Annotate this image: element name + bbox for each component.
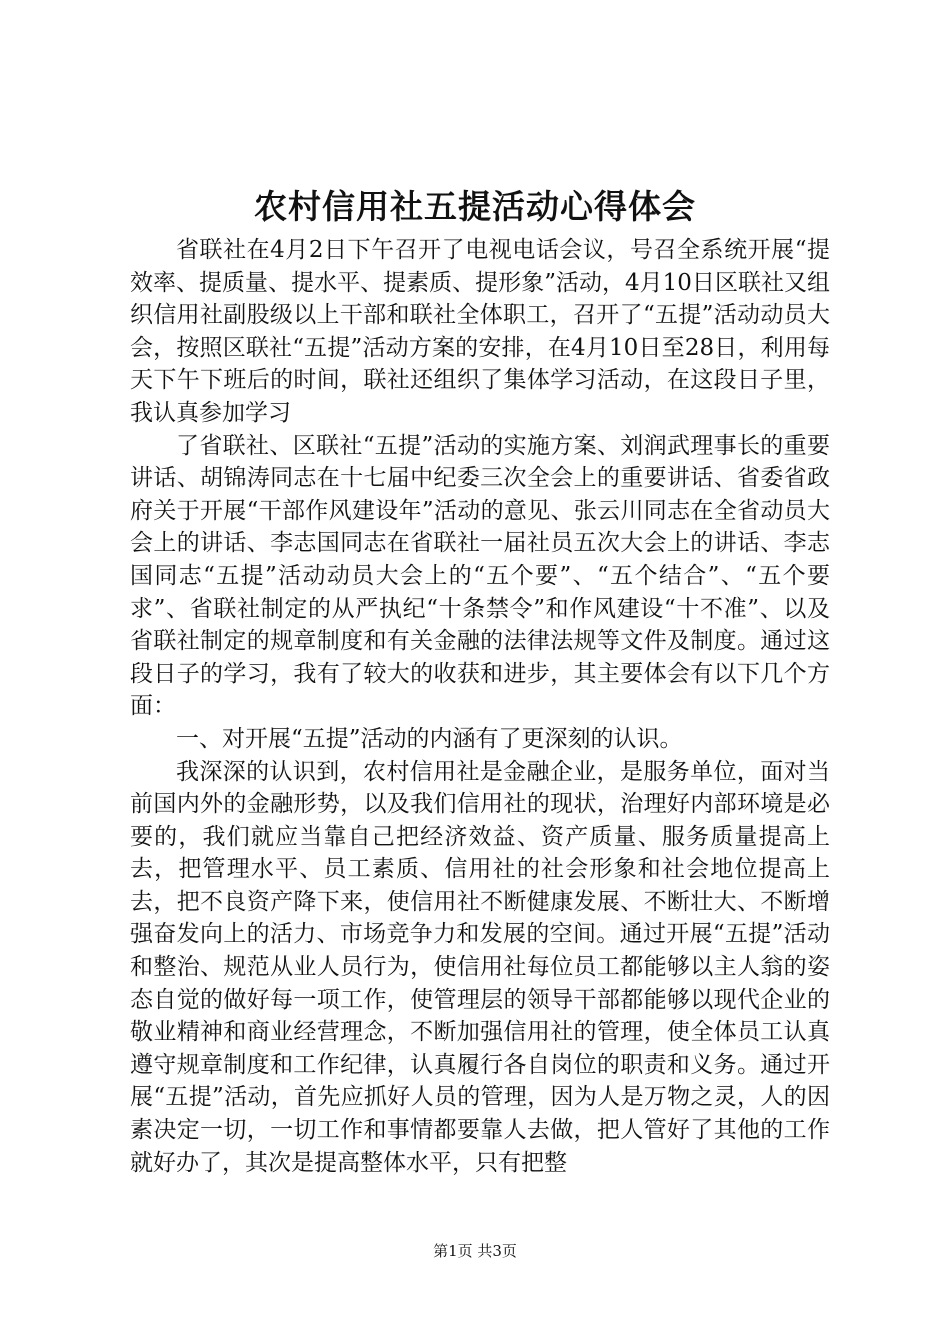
paragraph-4: 我深深的认识到，农村信用社是金融企业，是服务单位，面对当前国内外的金融形势，以及我们信用社的现状，治理好内部环境是必要的，我们就应当靠自己把经济效益、资产质量、服务质量提高上去，把管理水平、员工素质、信用社的社会形象和社会地位提高上去，把不良资产降下来，使信用社不断健康发展、不断壮大、不断增强奋发向上的活力、市场竞争力和发展的空间。通过开展“五提”活动和整治、规范从业人员行为，使信用社每位员工都能够以主人翁的姿态自觉的做好每一项工作，使管理层的领导干部都能够以现代企业的敬业精神和商业经营理念，不断加强信用社的管理，使全体员工认真遵守规章制度和工作纪律，认真履行各自岗位的职责和义务。通过开展“五提”活动，首先应抓好人员的管理，因为人是万物之灵，人的因素决定一切，一切工作和事情都要靠人去做，把人管好了其他的工作就好办了，其次是提高整体水平，只有把整 [130, 758, 830, 1176]
document-body [130, 234, 830, 1179]
paragraph-3-heading: 一、对开展“五提”活动的内涵有了更深刻的认识。 [176, 725, 683, 752]
document-title: 农村信用社五提活动心得体会 [254, 187, 696, 226]
paragraph-2: 了省联社、区联社“五提”活动的实施方案、刘润武理事长的重要讲话、胡锦涛同志在十七届中纪委三次全会上的重要讲话、省委省政府关于开展“干部作风建设年”活动的意见、张云川同志在全省动员大会上的讲话、李志国同志在省联社一届社员五次大会上的讲话、李志国同志“五提”活动动员大会上的“五个要”、“五个结合”、“五个要求”、省联社制定的从严执纪“十条禁令”和作风建设“十不准”、以及省联社制定的规章制度和有关金融的法律法规等文件及制度。通过这段日子的学习，我有了较大的收获和进步，其主要体会有以下几个方面： [130, 432, 830, 720]
paragraph-1: 省联社在4月2日下午召开了电视电话会议，号召全系统开展“提效率、提质量、提水平、提素质、提形象”活动，4月10日区联社又组织信用社副股级以上干部和联社全体职工，召开了“五提”活动动员大会，按照区联社“五提”活动方案的安排，在4月10日至28日，利用每天下午下班后的时间，联社还组织了集体学习活动，在这段日子里，我认真参加学习 [130, 237, 830, 426]
page-footer: 第1页 共3页 [433, 1242, 517, 1260]
